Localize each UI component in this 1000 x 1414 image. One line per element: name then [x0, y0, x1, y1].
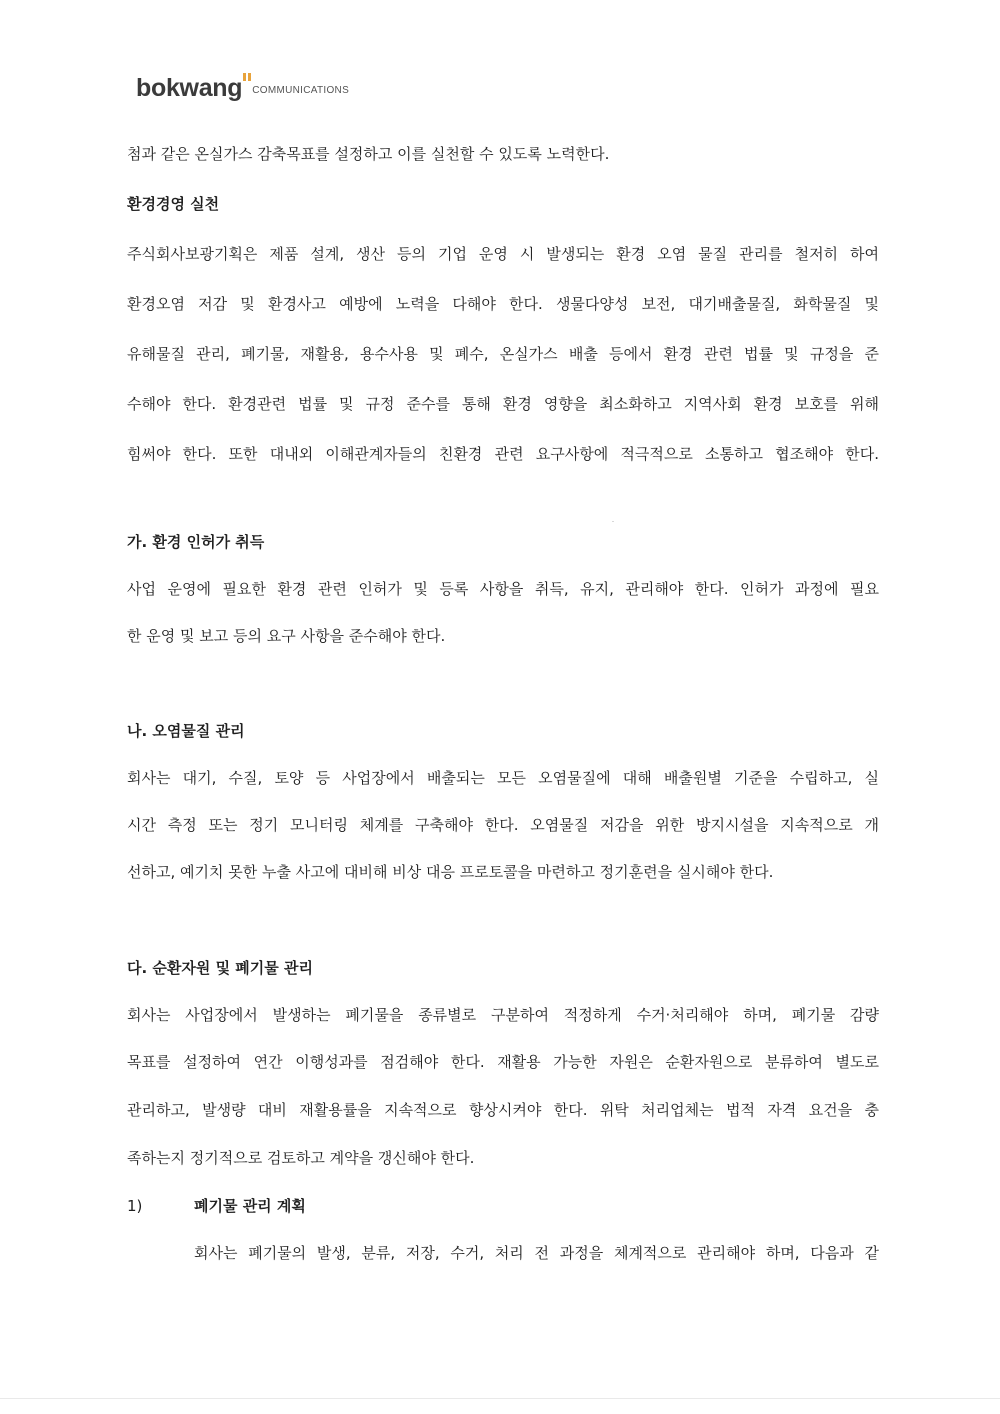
section-da-heading: 다. 순환자원 및 폐기물 관리 — [127, 959, 313, 977]
scan-speck — [612, 521, 614, 522]
section-ga-line-2: 한 운영 및 보고 등의 요구 사항을 준수해야 한다. — [127, 627, 446, 645]
subsection-number: 1) — [127, 1197, 143, 1215]
section-da-line-1: 회사는 사업장에서 발생하는 폐기물을 종류별로 구분하여 적정하게 수거·처리해야 하며, 폐기물 감량 — [127, 1006, 879, 1024]
logo-wordmark: bokwang — [136, 74, 243, 102]
company-logo — [136, 66, 349, 102]
section-na-line-2: 시간 측정 또는 정기 모니터링 체계를 구축해야 한다. 오염물질 저감을 위한 방지시설을 지속적으로 개 — [127, 816, 879, 834]
intro-line: 첨과 같은 온실가스 감축목표를 설정하고 이를 실천할 수 있도록 노력한다. — [127, 145, 610, 163]
logo-subtitle: COMMUNICATIONS — [252, 85, 350, 96]
section-na-heading: 나. 오염물질 관리 — [127, 722, 245, 740]
page-edge-line — [0, 1398, 1000, 1399]
section-da-line-4: 족하는지 정기적으로 검토하고 계약을 갱신해야 한다. — [127, 1149, 475, 1167]
subsection-heading: 폐기물 관리 계획 — [194, 1197, 306, 1215]
section-da-line-2: 목표를 설정하여 연간 이행성과를 점검해야 한다. 재활용 가능한 자원은 순환자원으로 분류하여 별도로 — [127, 1053, 879, 1071]
section-da-line-3: 관리하고, 발생량 대비 재활용률을 지속적으로 향상시켜야 한다. 위탁 처리업체는 법적 자격 요건을 충 — [127, 1101, 879, 1119]
env-mgmt-line-4: 수해야 한다. 환경관련 법률 및 규정 준수를 통해 환경 영향을 최소화하고 지역사회 환경 보호를 위해 — [127, 395, 879, 413]
section-na-line-1: 회사는 대기, 수질, 토양 등 사업장에서 배출되는 모든 오염물질에 대해 배출원별 기준을 수립하고, 실 — [127, 769, 879, 787]
logo-accent-mark — [243, 73, 251, 81]
section-ga-heading: 가. 환경 인허가 취득 — [127, 533, 265, 551]
section-ga-line-1: 사업 운영에 필요한 환경 관련 인허가 및 등록 사항을 취득, 유지, 관리해야 한다. 인허가 과정에 필요 — [127, 580, 879, 598]
section-na-line-3: 선하고, 예기치 못한 누출 사고에 대비해 비상 대응 프로토콜을 마련하고 정기훈련을 실시해야 한다. — [127, 863, 774, 881]
env-mgmt-line-5: 힘써야 한다. 또한 대내외 이해관계자들의 친환경 관련 요구사항에 적극적으로 소통하고 협조해야 한다. — [127, 445, 879, 463]
env-mgmt-line-3: 유해물질 관리, 폐기물, 재활용, 용수사용 및 폐수, 온실가스 배출 등에서 환경 관련 법률 및 규정을 준 — [127, 345, 879, 363]
env-mgmt-line-2: 환경오염 저감 및 환경사고 예방에 노력을 다해야 한다. 생물다양성 보전, 대기배출물질, 화학물질 및 — [127, 295, 879, 313]
subsection-line-1: 회사는 폐기물의 발생, 분류, 저장, 수거, 처리 전 과정을 체계적으로 관리해야 하며, 다음과 같 — [194, 1244, 879, 1262]
env-mgmt-line-1: 주식회사보광기획은 제품 설계, 생산 등의 기업 운영 시 발생되는 환경 오염 물질 관리를 철저히 하여 — [127, 245, 879, 263]
env-mgmt-heading: 환경경영 실천 — [127, 195, 220, 213]
